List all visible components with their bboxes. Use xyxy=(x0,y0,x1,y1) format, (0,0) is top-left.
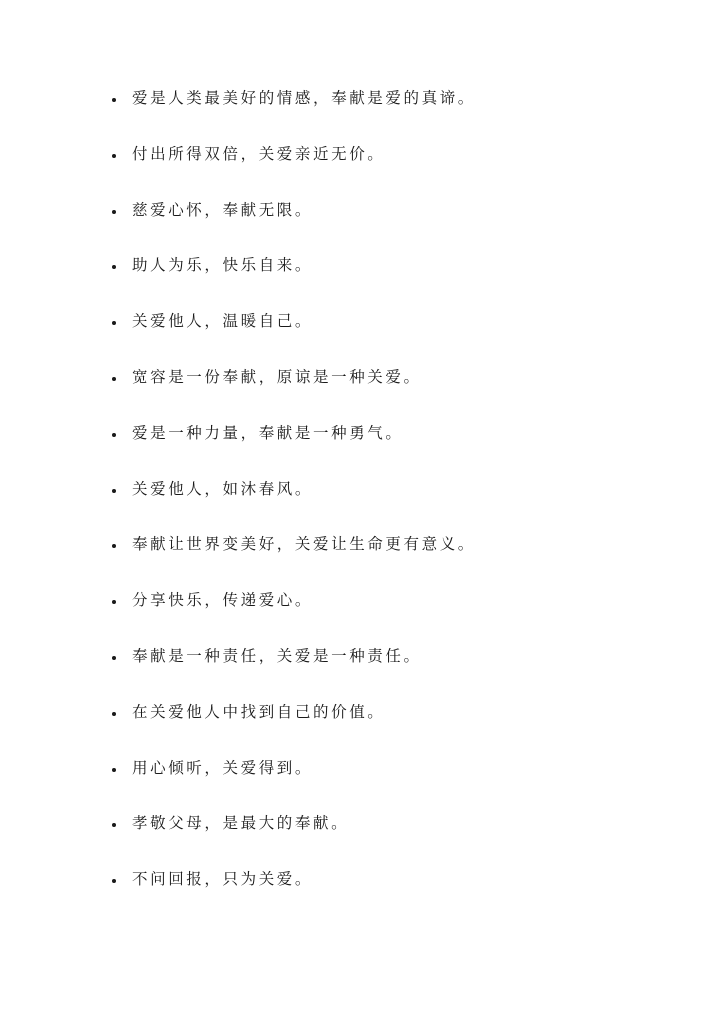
list-item-text: 分享快乐，传递爱心。 xyxy=(132,591,314,610)
list-item-text: 爱是人类最美好的情感，奉献是爱的真谛。 xyxy=(132,89,476,107)
bullet-icon xyxy=(112,489,116,493)
bullet-icon xyxy=(112,433,116,437)
bullet-icon xyxy=(112,210,116,214)
list-item-text: 孝敬父母，是最大的奉献。 xyxy=(132,814,350,833)
bullet-icon xyxy=(112,544,116,548)
bullet-icon xyxy=(112,656,116,660)
list-item xyxy=(112,643,672,699)
bullet-icon xyxy=(112,98,116,102)
quote-list xyxy=(112,85,672,922)
list-item xyxy=(112,85,672,141)
list-item-text: 宽容是一份奉献，原谅是一种关爱。 xyxy=(132,367,422,386)
list-item xyxy=(112,308,672,364)
list-item xyxy=(112,866,672,922)
list-item xyxy=(112,755,672,811)
bullet-icon xyxy=(112,768,116,772)
list-item-text: 用心倾听，关爱得到。 xyxy=(132,758,314,777)
list-item-text: 奉献是一种责任，关爱是一种责任。 xyxy=(132,646,422,665)
list-item-text: 在关爱他人中找到自己的价值。 xyxy=(132,702,386,721)
list-item xyxy=(112,810,672,866)
bullet-icon xyxy=(112,712,116,716)
list-item-text: 付出所得双倍，关爱亲近无价。 xyxy=(132,144,386,163)
list-item xyxy=(112,420,672,476)
bullet-icon xyxy=(112,265,116,269)
list-item xyxy=(112,252,672,308)
bullet-icon xyxy=(112,879,116,883)
list-item xyxy=(112,197,672,253)
list-item-text: 关爱他人，温暖自己。 xyxy=(132,312,314,331)
list-item-text: 关爱他人，如沐春风。 xyxy=(132,479,314,498)
bullet-icon xyxy=(112,321,116,325)
list-item-text: 奉献让世界变美好，关爱让生命更有意义。 xyxy=(132,535,476,554)
list-item xyxy=(112,141,672,197)
list-item-text: 爱是一种力量，奉献是一种勇气。 xyxy=(132,423,404,442)
list-item xyxy=(112,531,672,587)
bullet-icon xyxy=(112,377,116,381)
list-item xyxy=(112,699,672,755)
list-item xyxy=(112,364,672,420)
list-item xyxy=(112,587,672,643)
list-item-text: 不问回报，只为关爱。 xyxy=(132,870,314,889)
bullet-icon xyxy=(112,823,116,827)
bullet-icon xyxy=(112,154,116,158)
list-item xyxy=(112,476,672,532)
bullet-icon xyxy=(112,600,116,604)
list-item-text: 慈爱心怀，奉献无限。 xyxy=(132,200,314,219)
list-item-text: 助人为乐，快乐自来。 xyxy=(132,256,314,275)
